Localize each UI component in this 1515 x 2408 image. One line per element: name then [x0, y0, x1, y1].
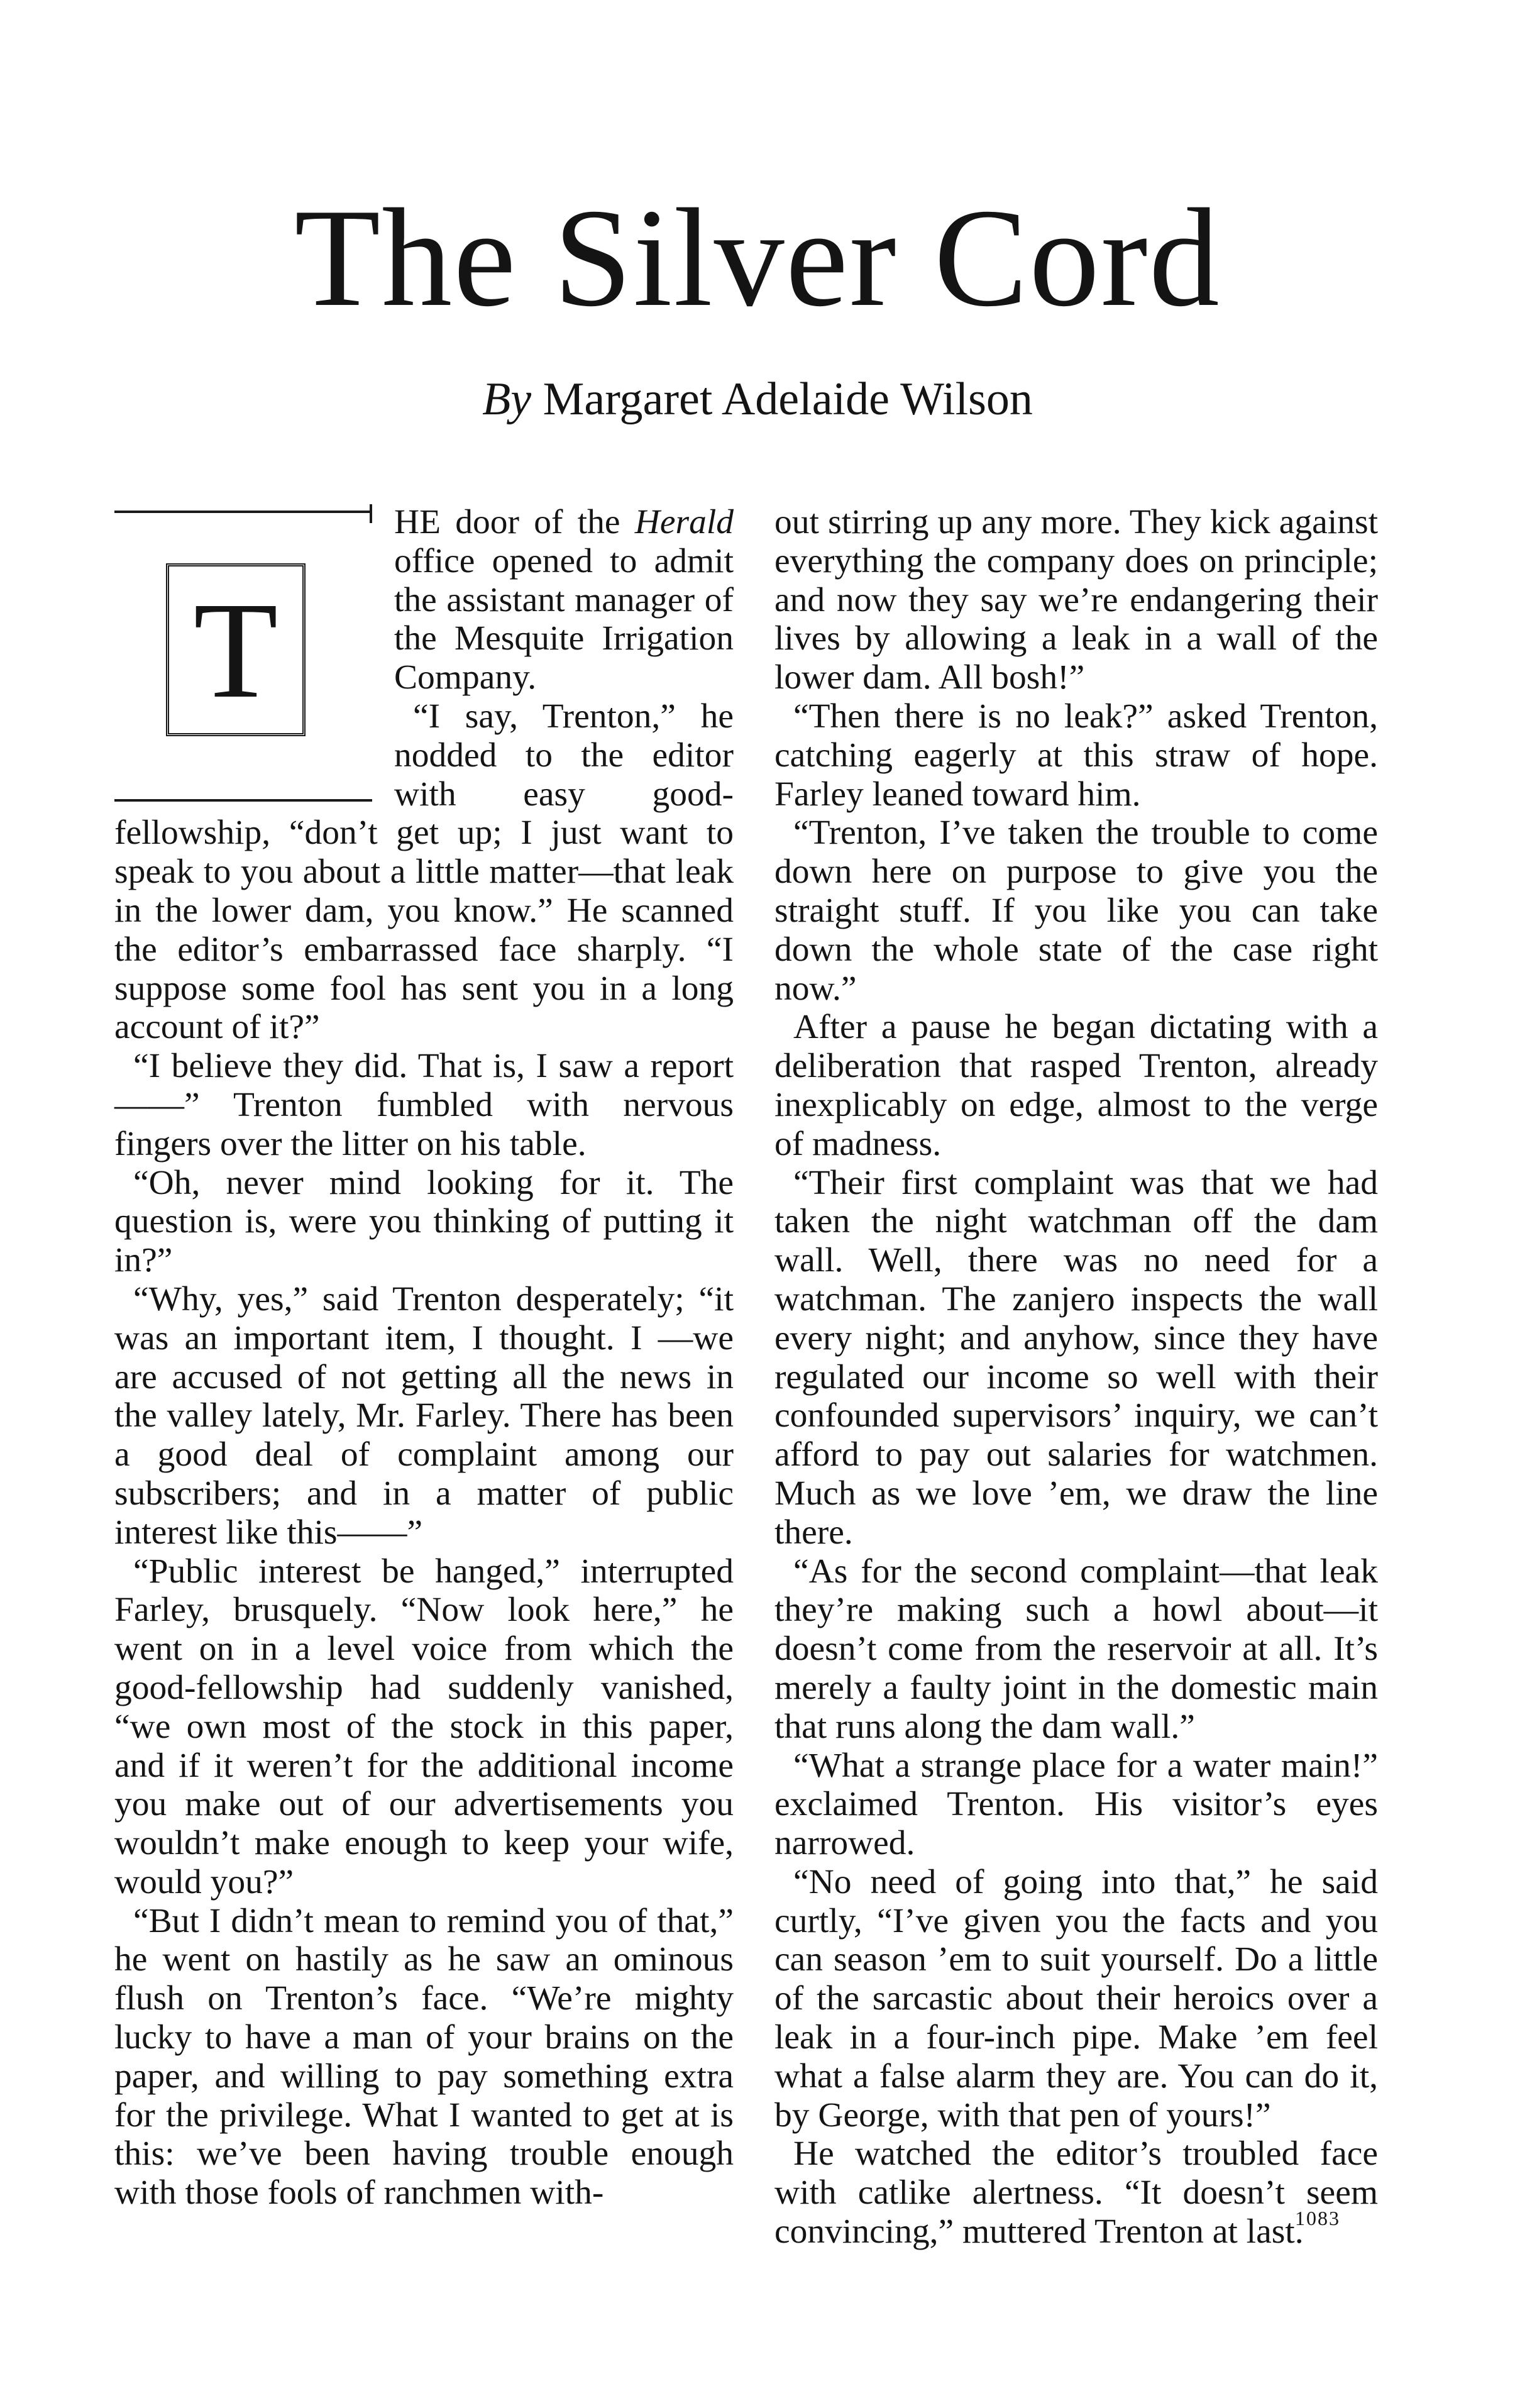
paragraph-text: HE door of the [394, 503, 635, 541]
paragraph: “No need of going into that,” he said curtly, “I’ve given you the facts and you can season ’em to suit yourself. Do a little of the sarcastic about their heroics over a leak in a four-inch pipe. Make ’em feel what a false alarm they are. You can do it, by George, with that pen of yours!” [774, 1862, 1378, 2135]
left-column [114, 503, 734, 2212]
paragraph: “Public interest be hanged,” interrupted Farley, brusquely. “Now look here,” he went on in a level voice from which the good-fellowship had suddenly vanished, “we own most of the stock in this paper, and if it weren’t for the additional income you make out of our advertisements you wouldn’t make enough to keep your wife, would you?” [114, 1552, 734, 1901]
paragraph: out stirring up any more. They kick against everything the company does on principle; and now they say we’re endangering their lives by allowing a leak in a wall of the lower dam. All bosh!” [774, 503, 1378, 697]
drop-cap-inner-frame [166, 563, 306, 736]
drop-cap-letter: T [193, 573, 278, 727]
paragraph: “I believe they did. That is, I saw a report——” Trenton fumbled with nervous fingers over the litter on his table. [114, 1047, 734, 1163]
byline-prefix: By [482, 373, 532, 425]
paragraph: “Trenton, I’ve taken the trouble to come down here on purpose to give you the straight stuff. If you like you can take down the whole state of the case right now.” [774, 814, 1378, 1008]
paragraph-text: office opened to admit the assistant manager of the Mesquite Irrigation Company. [394, 541, 734, 697]
paragraph: “What a strange place for a water main!” exclaimed Trenton. His visitor’s eyes narrowed. [774, 1746, 1378, 1863]
paragraph: “As for the second complaint—that leak they’re making such a howl about—it doesn’t come from the reservoir at all. It’s merely a faulty joint in the domestic main that runs along the dam wall.” [774, 1552, 1378, 1746]
paragraph: “Oh, never mind looking for it. The question is, were you thinking of putting it in?” [114, 1163, 734, 1280]
paragraph: “Why, yes,” said Trenton desperately; “it was an important item, I thought. I —we are accused of not getting all the news in the valley lately, Mr. Farley. There has been a good deal of complaint among our subscribers; and in a matter of public interest like this——” [114, 1279, 734, 1552]
paragraph: “But I didn’t mean to remind you of that,” he went on hastily as he saw an ominous flush on Trenton’s face. “We’re mighty lucky to have a man of your brains on the paper, and willing to pay something extra for the privilege. What I wanted to get at is this: we’ve been having trouble enough with those fools of ranchmen with- [114, 1901, 734, 2212]
right-column [774, 503, 1378, 2251]
page-number: 1083 [1295, 2207, 1340, 2229]
newspaper-name: Herald [634, 503, 734, 541]
paragraph: “Then there is no leak?” asked Trenton, catching eagerly at this straw of hope. Farley leaned toward him. [774, 697, 1378, 814]
author-name: Margaret Adelaide Wilson [543, 373, 1033, 425]
paragraph: “I say, Trenton,” he nodded to the editor with easy good-fellowship, “don’t get up; I just want to speak to you about a little matter—that leak in the lower dam, you know.” He scanned the editor’s embarrassed face sharply. “I suppose some fool has sent you in a long account of it?” [114, 697, 734, 1047]
paragraph: After a pause he began dictating with a deliberation that rasped Trenton, already inexplicably on edge, almost to the verge of madness. [774, 1008, 1378, 1163]
drop-cap-frame [114, 511, 372, 802]
byline [0, 371, 1515, 428]
paragraph: He watched the editor’s troubled face with catlike alertness. “It doesn’t seem convincing,” muttered Trenton at last. [774, 2135, 1378, 2251]
article-title: The Silver Cord [294, 180, 1221, 336]
paragraph: “Their first complaint was that we had taken the night watchman off the dam wall. Well, there was no need for a watchman. The zanjero inspects the wall every night; and anyhow, since they have regulated our income so well with their confounded supervisors’ inquiry, we can’t afford to pay out salaries for watchmen. Much as we love ’em, we draw the line there. [774, 1163, 1378, 1552]
